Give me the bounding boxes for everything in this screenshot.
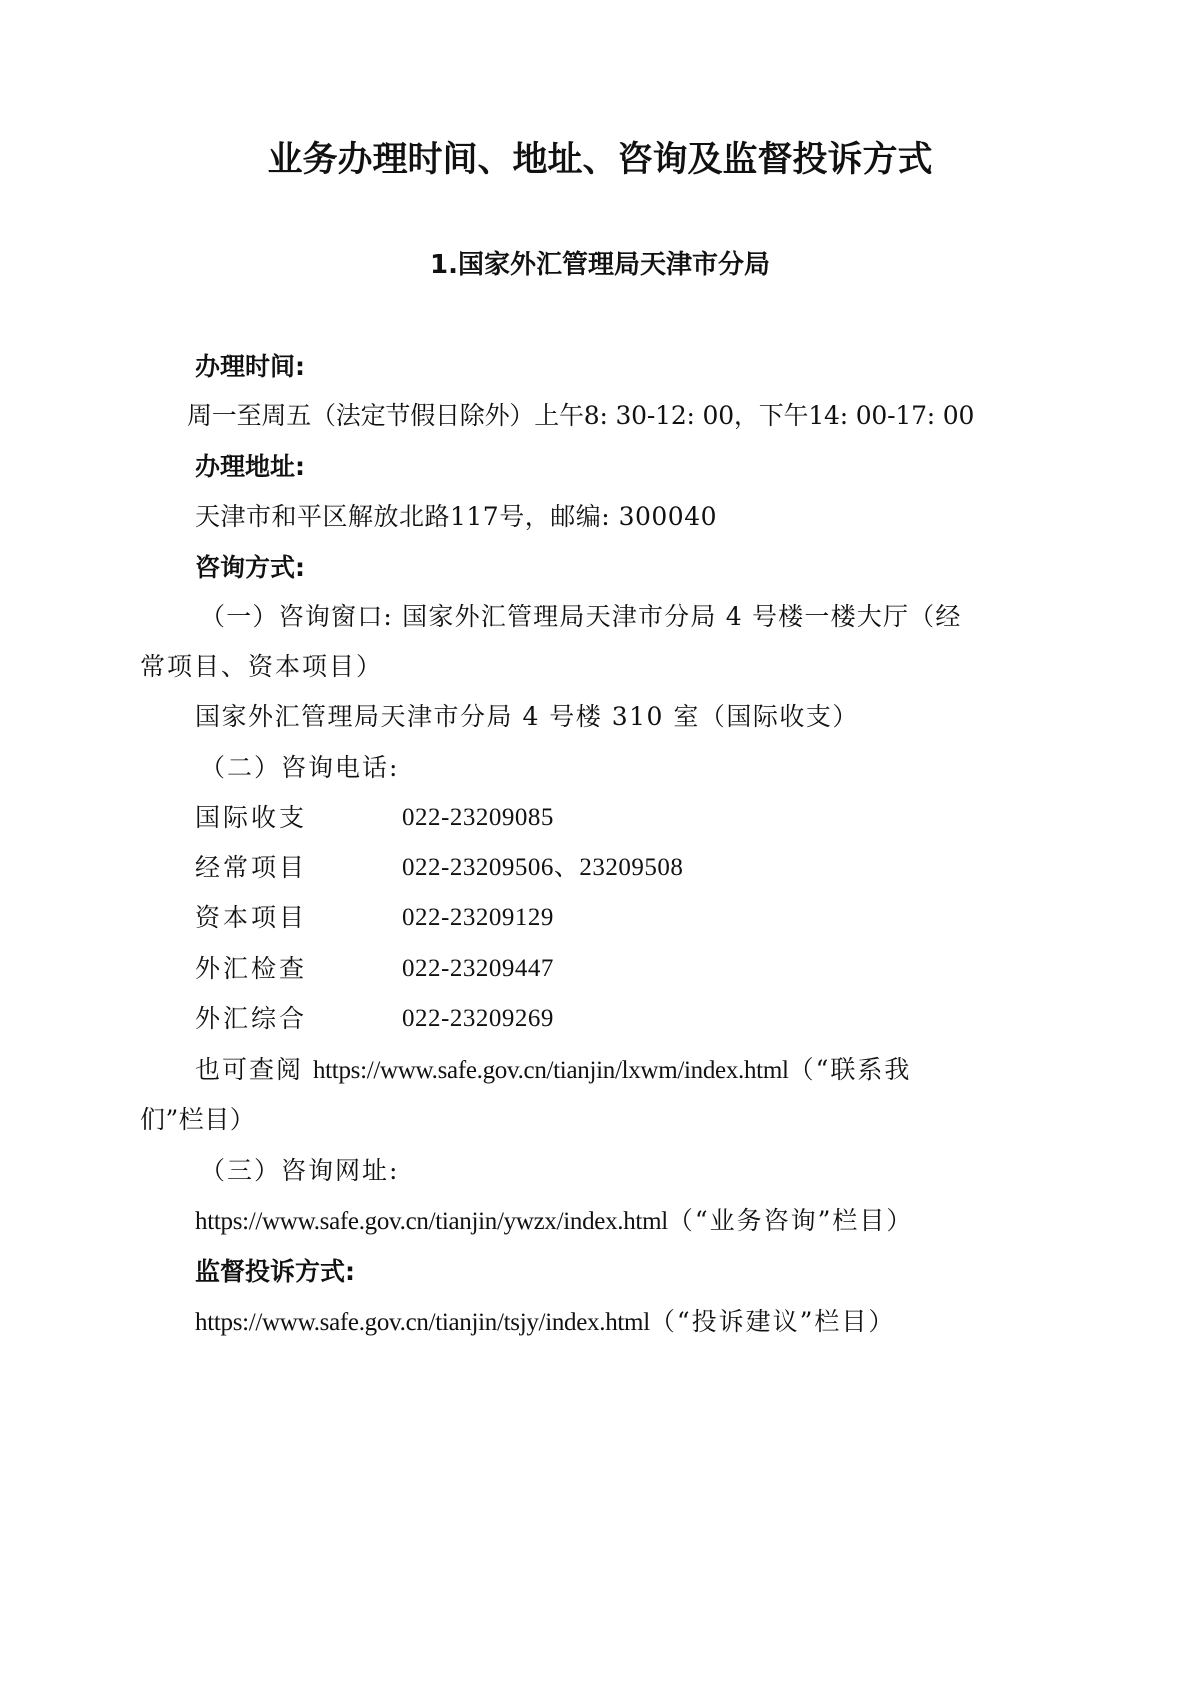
phone-number: 022-23209447 bbox=[402, 955, 554, 982]
phone-label: 经常项目 bbox=[195, 853, 308, 882]
contact-us-prefix: 也可查阅 bbox=[195, 1055, 313, 1084]
contact-us-line bbox=[195, 1053, 911, 1088]
section-title: 1.国家外汇管理局天津市分局 bbox=[430, 250, 770, 280]
website-suffix: （“业务咨询”栏目） bbox=[667, 1206, 914, 1235]
phone-label: 外汇检查 bbox=[195, 954, 308, 983]
phone-number: 022-23209085 bbox=[402, 804, 554, 831]
complaint-link[interactable]: https://www.safe.gov.cn/tianjin/tsjy/index.html bbox=[195, 1309, 650, 1336]
consultation-heading: 咨询方式: bbox=[195, 553, 305, 582]
contact-us-suffix: （“联系我 bbox=[788, 1055, 912, 1084]
phone-label: 国际收支 bbox=[195, 803, 308, 832]
phone-label: 外汇综合 bbox=[195, 1004, 308, 1033]
address-text: 天津市和平区解放北路117号，邮编: 300040 bbox=[195, 502, 718, 531]
website-heading: （三）咨询网址: bbox=[200, 1156, 400, 1185]
phone-number: 022-23209269 bbox=[402, 1005, 554, 1032]
complaint-line bbox=[195, 1305, 895, 1340]
contact-us-link[interactable]: https://www.safe.gov.cn/tianjin/lxwm/index.html bbox=[312, 1057, 789, 1084]
hours-text: 周一至周五（法定节假日除外）上午8: 30-12: 00，下午14: 00-17: 00 bbox=[187, 401, 975, 430]
phone-label: 资本项目 bbox=[195, 903, 308, 932]
consultation-window-line3: 国家外汇管理局天津市分局 4 号楼 310 室（国际收支） bbox=[195, 702, 859, 731]
page-title: 业务办理时间、地址、咨询及监督投诉方式 bbox=[267, 140, 933, 180]
phone-heading: （二）咨询电话: bbox=[200, 753, 400, 782]
contact-us-suffix-line2: 们”栏目） bbox=[140, 1105, 256, 1134]
complaint-suffix: （“投诉建议”栏目） bbox=[649, 1307, 896, 1336]
hours-heading: 办理时间: bbox=[195, 352, 305, 381]
complaint-heading: 监督投诉方式: bbox=[195, 1257, 355, 1286]
phone-number: 022-23209506、23209508 bbox=[402, 854, 684, 881]
address-heading: 办理地址: bbox=[195, 452, 305, 481]
phone-number: 022-23209129 bbox=[402, 904, 554, 931]
website-line bbox=[195, 1204, 913, 1239]
business-consultation-link[interactable]: https://www.safe.gov.cn/tianjin/ywzx/index.html bbox=[195, 1208, 668, 1235]
consultation-window-line2: 常项目、资本项目） bbox=[140, 652, 384, 681]
consultation-window-line1: （一）咨询窗口: 国家外汇管理局天津市分局 4 号楼一楼大厅（经 bbox=[200, 602, 962, 631]
